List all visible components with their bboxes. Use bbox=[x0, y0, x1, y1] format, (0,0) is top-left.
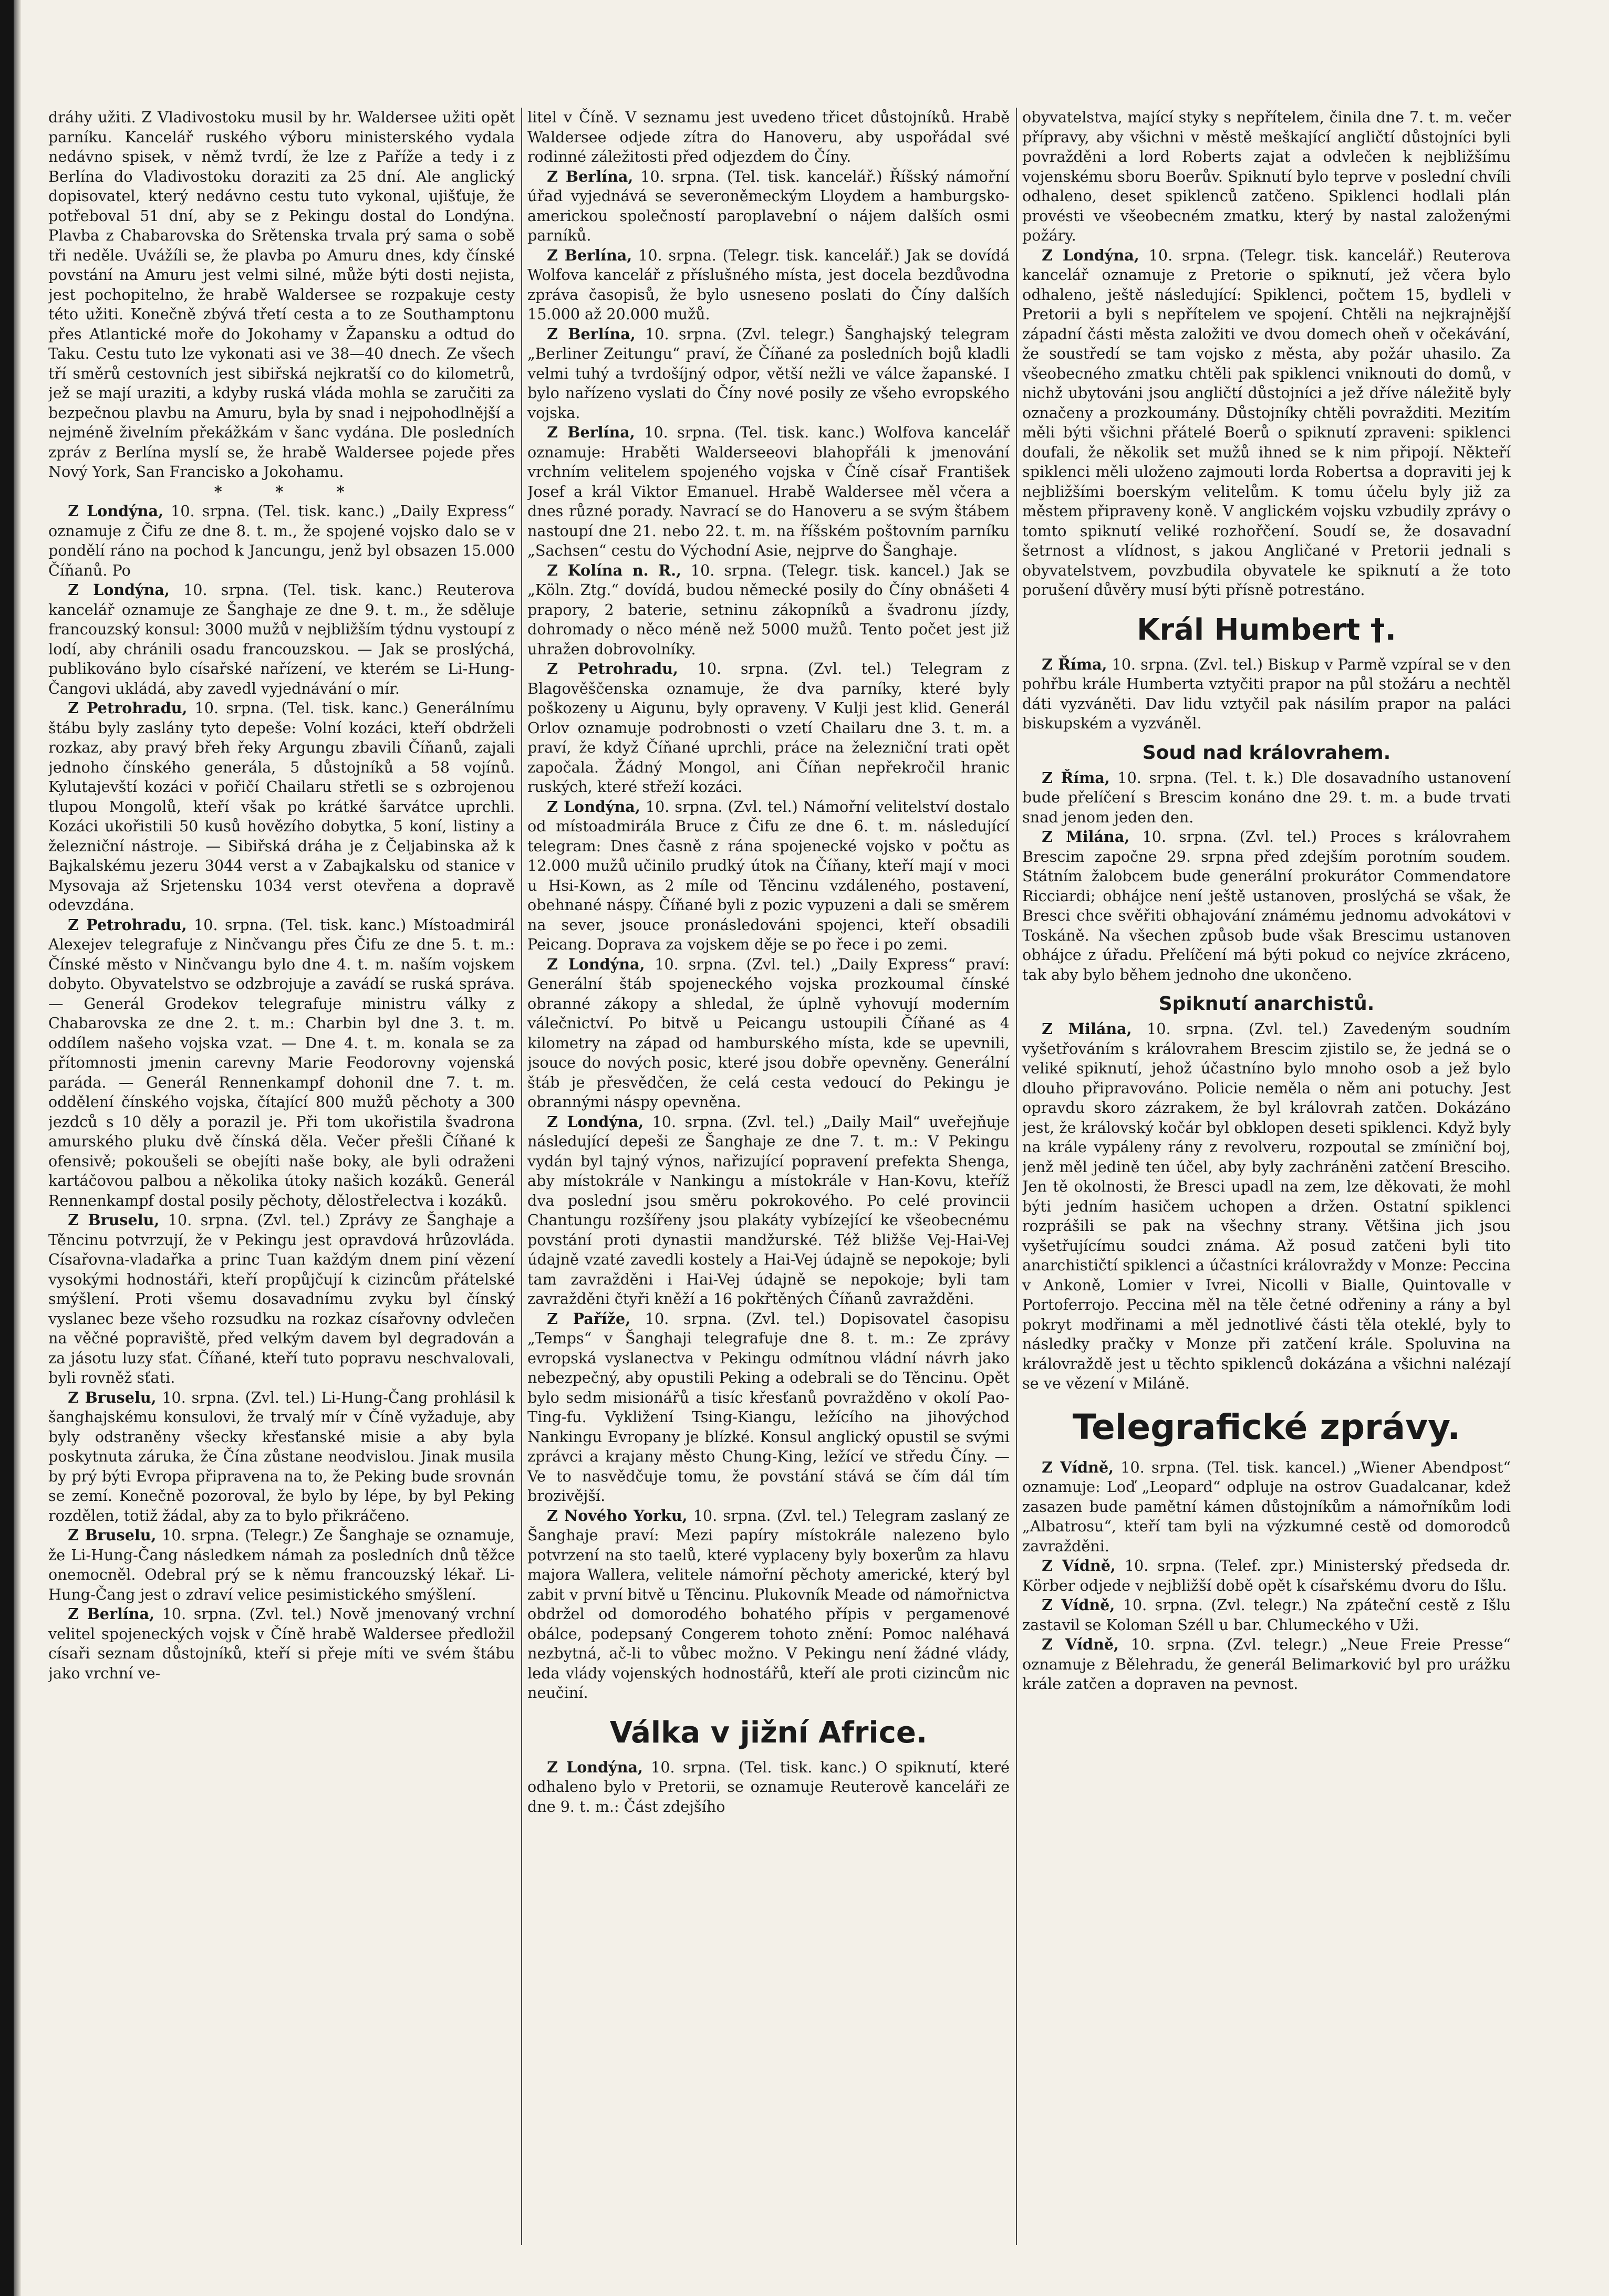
article-paragraph bbox=[48, 698, 515, 915]
dateline: Z Londýna, bbox=[68, 581, 170, 599]
paragraph-text: 10. srpna. (Zvl. tel.) Telegram zaslaný ze Šanghaje praví: Mezi papíry místokrále nalezeno bylo potvrzení na sto taelů, které vyplaceny byly boxerům za hlavu majora Wallera, velitele námořní pěchoty americké, který byl zabit v první bitvě u Těncinu. Plukovník Meade od námořnictva obdržel od domorodého bohatého přípis v pergamenové obálce, podepsaný Congerem tohoto znění: Pomoc naléhavá nezbytná, ač-li to vůbec možno. V Pekingu není žádné vlády, leda vlády vojenských hodnostářů, kteří ale proti cizincům nic neučiní. bbox=[527, 1506, 1010, 1702]
column-divider-1 bbox=[521, 108, 522, 2245]
article-paragraph bbox=[527, 1309, 1010, 1506]
article-paragraph bbox=[1022, 1595, 1511, 1635]
section-separator: * * * bbox=[214, 482, 369, 500]
article-paragraph bbox=[48, 1210, 515, 1388]
dateline: Z Londýna, bbox=[1042, 246, 1139, 264]
paragraph-text: 10. srpna. (Zvl. tel.) Nově jmenovaný vrchní velitel spojeneckých vojsk v Číně hrabě Waldersee předložil císaři seznam důstojníků, kteří si přeje míti ve svém štábu jako vrchní ve- bbox=[48, 1605, 515, 1682]
paragraph-text: 10. srpna. (Tel. t. k.) Dle dosavadního ustanovení bude přelíčení s Brescim konáno dne 29. t. m. a bude trvati snad jenom jeden den. bbox=[1022, 768, 1511, 826]
dateline: Z Vídně, bbox=[1042, 1557, 1116, 1574]
dateline: Z Paříže, bbox=[547, 1309, 631, 1328]
paragraph-text: litel v Číně. V seznamu jest uvedeno třicet důstojníků. Hrabě Waldersee odjede zítra do Hanoveru, aby uspořádal své rodinné záležitosti před odjezdem do Číny. bbox=[527, 108, 1010, 165]
dateline: Z Říma, bbox=[1042, 655, 1107, 673]
paragraph-text: 10. srpna. (Zvl. tel.) Telegram z Blagověščenska oznamuje, že dva parníky, které byly poškozeny u Aigunu, byly opraveny. V Kulji jest klid. Generál Orlov oznamuje podrobnosti o vzetí Chailaru dne 3. t. m. a praví, že když Číňané uprchli, práce na železniční trati opět započala. Žádný Mongol, ani Číňan nepřekročil hranic ruských, které střeží kozáci. bbox=[527, 660, 1010, 796]
dateline: Z Milána, bbox=[1042, 1020, 1132, 1038]
dateline: Z Bruselu, bbox=[68, 1526, 157, 1544]
dateline: Z Vídně, bbox=[1042, 1458, 1114, 1476]
article-paragraph bbox=[1022, 246, 1511, 600]
subsection-heading: Spiknutí anarchistů. bbox=[1158, 993, 1375, 1015]
article-paragraph bbox=[527, 246, 1010, 325]
paragraph-text: 10. srpna. (Tel. tisk. kanc.) „Daily Express“ oznamuje z Čifu ze dne 8. t. m., že spojené vojsko dalo se v pondělí ráno na pochod k Jancungu, jenž byl obsazen 15.000 Číňanů. Po bbox=[48, 502, 515, 579]
article-paragraph bbox=[48, 580, 515, 698]
dateline: Z Londýna, bbox=[68, 502, 163, 520]
paragraph-text: 10. srpna. (Zvl. tel.) Proces s královrahem Brescim započne 29. srpna před zdejším porotním soudem. Státním žalobcem bude generální prokurátor Commendatore Ricciardi; obhájce není ještě ustanoven, proslýchá se však, že Bresci chce svěřiti obhajování známému jednomu advokátovi v Toskáně. Na všechen způsob bude však Brescimu ustanoven obhájce z úřadu. Přelíčení má býti pokud co nejvíce zkráceno, tak aby bylo během jednoho dne ukončeno. bbox=[1022, 828, 1511, 984]
paragraph-text: 10. srpna. (Zvl. tel.) Dopisovatel časopisu „Temps“ v Šanghaji telegrafuje dne 8. t. m.: Ze zprávy evropská vyslanectva v Pekingu odmítnou vládní návrh jako nebezpečný, aby opustili Peking a odebrali se do Těncinu. Opět bylo sedm misionářů a tisíc křesťanů povražděno v okolí Pao-Ting-fu. Vykližení Tsing-Kiangu, ležícího na jihovýchod Nankingu Evropany je blízké. Konsul anglický opustil se svými zprávci a krajany město Chung-King, ležící ve středu Číny. — Ve to nasvědčuje tomu, že povstání stává se čím dál tím brozivější. bbox=[527, 1309, 1010, 1505]
section-heading: Válka v jižní Africe. bbox=[609, 1715, 928, 1750]
dateline: Z Londýna, bbox=[547, 1758, 643, 1776]
paragraph-text: 10. srpna. (Zvl. tel.) Li-Hung-Čang prohlásil k šanghajskému konsulovi, že trvalý mír v Číně vyžaduje, aby byly odstraněny všecky křesťanské misie a aby byla poskytnuta záruka, že Čína zůstane neodvislou. Jinak musila by prý býti Evropa připravena na to, že Peking bude srovnán se zemí. Konečně pozoroval, že bylo by lépe, by byl Peking rozdělen, totiž žádal, aby za to bylo přikráčeno. bbox=[48, 1388, 515, 1525]
dateline: Z Petrohradu, bbox=[68, 915, 187, 934]
column-divider-2 bbox=[1016, 108, 1017, 2245]
article-paragraph bbox=[527, 1758, 1010, 1817]
article-paragraph bbox=[527, 797, 1010, 955]
paragraph-text: 10. srpna. (Zvl. tel.) Námořní velitelství dostalo od místoadmirála Bruce z Čifu ze dne 6. t. m. následující telegram: Dnes časně z rána spojenecké vojsko v počtu as 12.000 mužů učinilo prudký útok na Číňany, kteří mají v moci u Hsi-Kown, as 2 míle od Těncinu vzdáleného, postavení, obehnané náspy. Číňané byli z pozic vypuzeni a dali se směrem na sever, jsouce pronásledováni spojenci, kteří obsadili Peicang. Doprava za vojskem děje se po řece i po zemi. bbox=[527, 797, 1010, 953]
article-paragraph bbox=[527, 108, 1010, 167]
article-paragraph bbox=[1022, 655, 1511, 734]
dateline: Z Berlína, bbox=[547, 246, 632, 264]
article-paragraph bbox=[1022, 768, 1511, 828]
paragraph-text: 10. srpna. (Tel. tisk. kancelář.) Říšský námořní úřad vyjednává se severoněmeckým Lloydem a hamburgsko-americkou společností paroplavební o nájem dalších osmi parníků. bbox=[527, 167, 1010, 244]
article-paragraph bbox=[48, 1388, 515, 1526]
dateline: Z Milána, bbox=[1042, 828, 1130, 846]
dateline: Z Bruselu, bbox=[68, 1388, 157, 1406]
scan-left-edge bbox=[0, 0, 14, 2296]
paragraph-text: 10. srpna. (Tel. tisk. kanc.) Wolfova kancelář oznamuje: Hraběti Walderseeovi blahopřáli k jmenování vrchním velitelem spojeného vojska v Číně císař František Josef a král Viktor Emanuel. Hrabě Waldersee měl včera a dnes různé porady. Navrací se do Hanoveru a se svým štábem nastoupí dne 21. nebo 22. t. m. na říšském poštovním parníku „Sachsen“ cestu do Východní Asie, nejprve do Šanghaje. bbox=[527, 423, 1010, 559]
dateline: Z Petrohradu, bbox=[547, 660, 678, 677]
dateline: Z Berlína, bbox=[68, 1605, 155, 1623]
paragraph-text: 10. srpna. (Tel. tisk. kanc.) Generálnímu štábu byly zaslány tyto depeše: Volní kozáci, kteří obdrželi rozkaz, aby pravý břeh řeky Argungu zbavili Číňanů, zajali jednoho čínského generála, 5 důstojníků a 58 vojínů. Kylutajevští kozáci v pořičí Chailaru střetli se s ozbrojenou tlupou Mongolů, kteří však po krátké šarvátce uprchli. Kozáci ukořistili 50 kusů hovězího dobytka, 5 koní, listiny a železniční nástroje. — Sibiřská dráha je z Čeljabinska až k Bajkalskému jezeru 3044 verst a v Zabajkalsku od stanice v Mysovaja až Srjetensku 1034 verst otevřena a dopravě odevzdána. bbox=[48, 699, 515, 914]
article-paragraph bbox=[1022, 1556, 1511, 1595]
paragraph-text: 10. srpna. (Tel. tisk. kanc.) Reuterova kancelář oznamuje ze Šanghaje ze dne 9. t. m., že sděluje francouzský konsul: 3000 mužů v nejbližším týdnu vystoupí z lodí, aby chránili osadu francouzskou. — Jak se proslýchá, publikováno bylo císařské nařízení, ve kterém se Li-Hung-Čangovi ukládá, aby zavedl vyjednávání o mír. bbox=[48, 581, 515, 697]
paragraph-text: 10. srpna. (Zvl. tel.) „Daily Express“ praví: Generální štáb spojeneckého vojska prozkoumal čínské obranné zákopy a shledal, že úplně vyhovují moderním válečnictví. Po bitvě u Peicangu ustoupili Číňané as 4 kilometry na západ od hamburského místa, kde se upevnili, jsouce do nových posic, které jsou dobře opevněny. Generální štáb je přesvědčen, že celá cesta vedoucí do Pekingu je obrannými náspy opevněna. bbox=[527, 955, 1010, 1111]
article-paragraph bbox=[1022, 108, 1511, 246]
article-paragraph bbox=[48, 1604, 515, 1683]
dateline: Z Kolína n. R., bbox=[547, 561, 682, 579]
paragraph-text: 10. srpna. (Zvl. tel.) „Daily Mail“ uveřejňuje následující depeši ze Šanghaje ze dne 7. t. m.: V Pekingu vydán byl tajný výnos, nařizující popravení prefekta Shenga, aby místokrále v Nankingu a místokrále v Han-Kovu, kteříž dva poslední jsou směru pokrokového. Po celé provincii Chantungu rozšířeny jsou plakáty vybízející ke všeobecnému povstání proti dynastii mandžurské. Též bližše Vej-Hai-Vej údajně vzaté zavedli kostely a Hai-Vej údajně se nepokoje; byli tam zavražděni i Hai-Vej údajně se nepokoje; byli tam zavražděni čtyři kněží a 16 pokřtěných Číňanů zavražděni. bbox=[527, 1112, 1010, 1308]
paragraph-text: 10. srpna. (Telegr. tisk. kancelář.) Reuterova kancelář oznamuje z Pretorie o spiknutí, jež včera bylo odhaleno, ještě následující: Spiklenci, počtem 15, bydleli v Pretorii a byli s nepřítelem ve spojení. Chtěli na nejkrajnější západní části města založiti ve dvou domech oheň v očekávání, že soustředí se tam vojsko z města, aby požár uhasilo. Za všeobecného zmatku chtěli pak spiklenci vniknouti do domů, v nichž ubytováni jsou angličtí důstojníci a jež dříve náležitě byly označeny a prozkoumány. Důstojníky chtěli povražditi. Mezitím měli býti všichni přátelé Boerů o spiknutí zpraveni: spiklenci doufali, že několik set mužů ihned se k nim připojí. Někteří spiklenci měli uloženo zajmouti lorda Robertsa a dopraviti jej k nejbližšími boerským velitelům. K tomu účelu byly již za městem připraveny koně. V anglickém vojsku vzbudily zprávy o tomto spiknutí veliké rozhořčení. Soudí se, že dosavadní šetrnost a vlídnost, s jakou Angličané v Pretorii jednali s obyvatelstvem, povzbudila obyvatele ke spiknutí a že toto porušení důvěry musí býti přísně potrestáno. bbox=[1022, 246, 1511, 599]
paragraph-text: obyvatelstva, mající styky s nepřítelem, činila dne 7. t. m. večer přípravy, aby všichni v městě meškající angličtí důstojníci byli povražděni a lord Roberts zajat a odvlečen k nejbližšímu vojenskému sboru Boerův. Spiknutí bylo teprve v poslední chvíli odhaleno, deset spiklenců zatčeno. Spiklenci hodlali plán provésti ve všeobecném zmatku, který by nastal založenými požáry. bbox=[1022, 108, 1511, 244]
paragraph-text: 10. srpna. (Tel. tisk. kancel.) „Wiener Abendpost“ oznamuje: Loď „Leopard“ odpluje na ostrov Guadalcanar, kdež zasazen bude pamětní kámen důstojníkům a námořníkům lodi „Albatrosu“, kteří tam byli na výzkumné cestě od domorodců zavražděni. bbox=[1022, 1458, 1511, 1555]
article-paragraph bbox=[1022, 1635, 1511, 1694]
paragraph-text: 10. srpna. (Zvl. telegr.) „Neue Freie Presse“ oznamuje z Bělehradu, že generál Belimarković byl pro urážku krále zatčen a dopraven na pevnost. bbox=[1022, 1635, 1511, 1693]
article-paragraph bbox=[527, 325, 1010, 423]
article-paragraph bbox=[1022, 1458, 1511, 1557]
article-paragraph bbox=[527, 167, 1010, 246]
dateline: Z Londýna, bbox=[547, 955, 645, 973]
dateline: Z Londýna, bbox=[547, 797, 640, 816]
article-paragraph bbox=[527, 561, 1010, 660]
article-paragraph bbox=[527, 955, 1010, 1112]
article-paragraph bbox=[527, 1112, 1010, 1309]
paragraph-text: 10. srpna. (Tel. tisk. kanc.) Místoadmirál Alexejev telegrafuje z Ninčvangu přes Čifu ze dne 5. t. m.: Čínské město v Ninčvangu bylo dne 4. t. m. naším vojskem dobyto. Obyvatelstvo se odzbrojuje a zavádí se ruská správa. — Generál Grodekov telegrafuje ministru války z Chabarovska ze dne 2. t. m.: Charbin byl dne 3. t. m. oddílem našeho vojska vzat. — Dne 4. t. m. konala se za přítomnosti jmenin carevny Marie Feodorovny vojenská paráda. — Generál Rennenkampf dohonil dne 7. t. m. oddělení čínského vojska, čítající 800 mužů pěchoty a 300 jezdců s 10 děly a porazil je. Při tom ukořistila švadrona amurského pluku dvě čínská děla. Večer přešli Číňané k ofensivě; pokoušeli se obejíti naše boky, ale byli odraženi kartáčovou palbou a několika útoky našich kozáků. Generál Rennenkampf dostal posily pěchoty, dělostřelectva i kozáků. bbox=[48, 915, 515, 1209]
paragraph-text: 10. srpna. (Telegr. tisk. kancelář.) Jak se dovídá Wolfova kancelář z příslušného místa, jest docela bezdůvodna zpráva časopisů, že bylo usneseno poslati do Číny dalších 15.000 až 20.000 mužů. bbox=[527, 246, 1010, 323]
article-paragraph bbox=[48, 915, 515, 1211]
dateline: Z Berlína, bbox=[547, 167, 634, 185]
article-paragraph bbox=[1022, 827, 1511, 985]
article-paragraph bbox=[48, 502, 515, 580]
paragraph-text: 10. srpna. (Zvl. tel.) Zprávy ze Šanghaje a Těncinu potvrzují, že v Pekingu jest opravdová hrůzovláda. Císařovna-vladařka a princ Tuan každým dnem piní vězení vysokými hodnostáři, kteří propůjčují k cizincům přátelské smýšlení. Proti všemu dosavadnímu zvyku byl čínský vyslanec beze všeho rozsudku na rozkaz císařovny odvlečen na věčné popraviště, před velkým davem byl degradován a za jásotu luzy sťat. Číňané, kteří tuto popravu neschvalovali, byli rovněž sťati. bbox=[48, 1211, 515, 1386]
dateline: Z Londýna, bbox=[547, 1112, 644, 1131]
article-paragraph bbox=[48, 1526, 515, 1604]
article-paragraph bbox=[527, 659, 1010, 797]
paragraph-text: 10. srpna. (Zvl. tel.) Zavedeným soudním vyšetřováním s královrahem Brescim zjistilo se, že jedná se o veliké spiknutí, jehož účastníno bylo mnoho osob a jež bylo dlouho připravováno. Policie neměla o něm ani potuchy. Jest opravdu skoro zázrakem, že byl královrah zatčen. Dokázáno jest, že královský kočár byl obklopen deseti spiklenci. Když byly na krále vypáleny rány z revolveru, rozpoutal se zmíniční boj, jenž měl jedině ten účel, aby byly zachráněni zatčení Bresciho. Jen tě okolnosti, že Bresci upadl na zem, lze děkovati, že mohl býti jedním hasičem uchopen a držen. Ostatní spiklenci rozprášili se pak na všechny strany. Většina jich jsou vyšetřujícímu soudci známa. Až posud zatčeni byli tito anarchističtí spiklenci a účastníci královraždy v Monze: Peccina v Ankoně, Lomier v Ivrei, Nicolli v Bialle, Quintovalle v Portoferrojo. Peccina měl na těle četné odřeniny a rány a byl pokryt modřinami a měl jednotlivé části těla oteklé, byly to následky pračky v Monze při zatčení krále. Spoluvina na královraždě jest u těchto spiklenců dokázána a všichni nalézají se ve vězení v Miláně. bbox=[1022, 1020, 1511, 1392]
dateline: Z Nového Yorku, bbox=[547, 1506, 688, 1525]
paragraph-text: 10. srpna. (Tel. tisk. kanc.) O spiknutí, které odhaleno bylo v Pretorii, se oznamuje Reuterově kanceláři ze dne 9. t. m.: Část zdejšího bbox=[527, 1758, 1010, 1815]
paragraph-text: 10. srpna. (Zvl. tel.) Biskup v Parmě vzpíral se v den pohřbu krále Humberta vztyčiti prapor na půl stožáru a nechtěl dáti vyzváněti. Dav lidu vztyčil pak násilím prapor na paláci biskupském a vyzváněl. bbox=[1022, 655, 1511, 732]
section-heading: Král Humbert †. bbox=[1137, 612, 1396, 647]
paragraph-text: 10. srpna. (Telef. zpr.) Ministerský předseda dr. Körber odjede v nejbližší době opět k císařskému dvoru do Išlu. bbox=[1022, 1557, 1511, 1594]
paragraph-text: 10. srpna. (Zvl. telegr.) Na zpáteční cestě z Išlu zastavil se Koloman Széll u bar. Chlumeckého v Uži. bbox=[1022, 1596, 1511, 1634]
paragraph-text: dráhy užiti. Z Vladivostoku musil by hr. Waldersee užiti opět parníku. Kancelář ruského výboru ministerského vydala nedávno spisek, v němž tvrdí, že lze z Paříže a tedy i z Berlína do Vladivostoku doraziti za 25 dní. Ale anglický dopisovatel, který nedávno cestu tuto vykonal, ujišťuje, že potřeboval 51 dní, aby se z Pekingu dostal do Londýna. Plavba z Chabarovska do Srětenska trvala prý sama o sobě tři neděle. Uvážíli se, že plavba po Amuru dnes, kdy čínské povstání na Amuru jest velmi silné, může býti dosti nejista, jest pochopitelno, že hrabě Waldersee se rozpakuje cesty této užiti. Konečně zbývá třetí cesta a to ze Southamptonu přes Atlantické moře do Jokohamy v Žapansku a odtud do Taku. Cestu tuto lze vykonati asi ve 38—40 dnech. Ze všech tří směrů cestovních jest sibiřská nejkratší co do kilometrů, jež se mají uraziti, a kdyby ruská vláda mohla se zaručiti za bezpečnou plavbu na Amuru, byla by snad i nejpohodlnější a nejméně živelním překážkám v šanc vydána. Dle posledních zpráv z Berlína myslí se, že hrabě Waldersee pojede přes Nový York, San Francisko a Jokohamu. bbox=[48, 108, 515, 481]
paragraph-text: 10. srpna. (Zvl. telegr.) Šanghajský telegram „Berliner Zeitungu“ praví, že Číňané za posledních bojů kladli velmi tuhý a tvrdošíjný odpor, větší nežli ve válce žapanské. I bylo nařízeno vyslati do Číny nové posily ze všeho evropského vojska. bbox=[527, 325, 1010, 422]
dateline: Z Říma, bbox=[1042, 768, 1110, 787]
dateline: Z Vídně, bbox=[1042, 1635, 1119, 1653]
paragraph-text: 10. srpna. (Telegr. tisk. kancel.) Jak se „Köln. Ztg.“ dovídá, budou německé posily do Číny obnášeti 4 prapory, 2 baterie, setninu zákopníků a švadronu jízdy, dohromady o něco méně než 5000 mužů. Tento počet jest již uhražen dobrovolníky. bbox=[527, 561, 1010, 658]
subsection-heading: Soud nad královrahem. bbox=[1142, 742, 1391, 764]
article-paragraph bbox=[1022, 1019, 1511, 1394]
column-1 bbox=[48, 108, 515, 2261]
dateline: Z Berlína, bbox=[547, 423, 635, 441]
column-3 bbox=[1022, 108, 1511, 2261]
article-paragraph bbox=[48, 108, 515, 482]
paragraph-text: 10. srpna. (Telegr.) Ze Šanghaje se oznamuje, že Li-Hung-Čang následkem námah za posledních dnů těžce onemocněl. Odebral prý se k němu francouzský lékař. Li-Hung-Čang jest o zdraví velice pesimistického smýšlení. bbox=[48, 1526, 515, 1603]
scan-left-shadow bbox=[14, 0, 21, 2296]
article-paragraph bbox=[527, 1506, 1010, 1703]
dateline: Z Vídně, bbox=[1042, 1596, 1115, 1614]
article-paragraph bbox=[527, 423, 1010, 561]
column-2 bbox=[527, 108, 1010, 2261]
section-heading: Telegrafické zprávy. bbox=[1072, 1406, 1461, 1447]
dateline: Z Bruselu, bbox=[68, 1211, 160, 1229]
dateline: Z Petrohradu, bbox=[68, 699, 188, 717]
dateline: Z Berlína, bbox=[547, 325, 636, 343]
